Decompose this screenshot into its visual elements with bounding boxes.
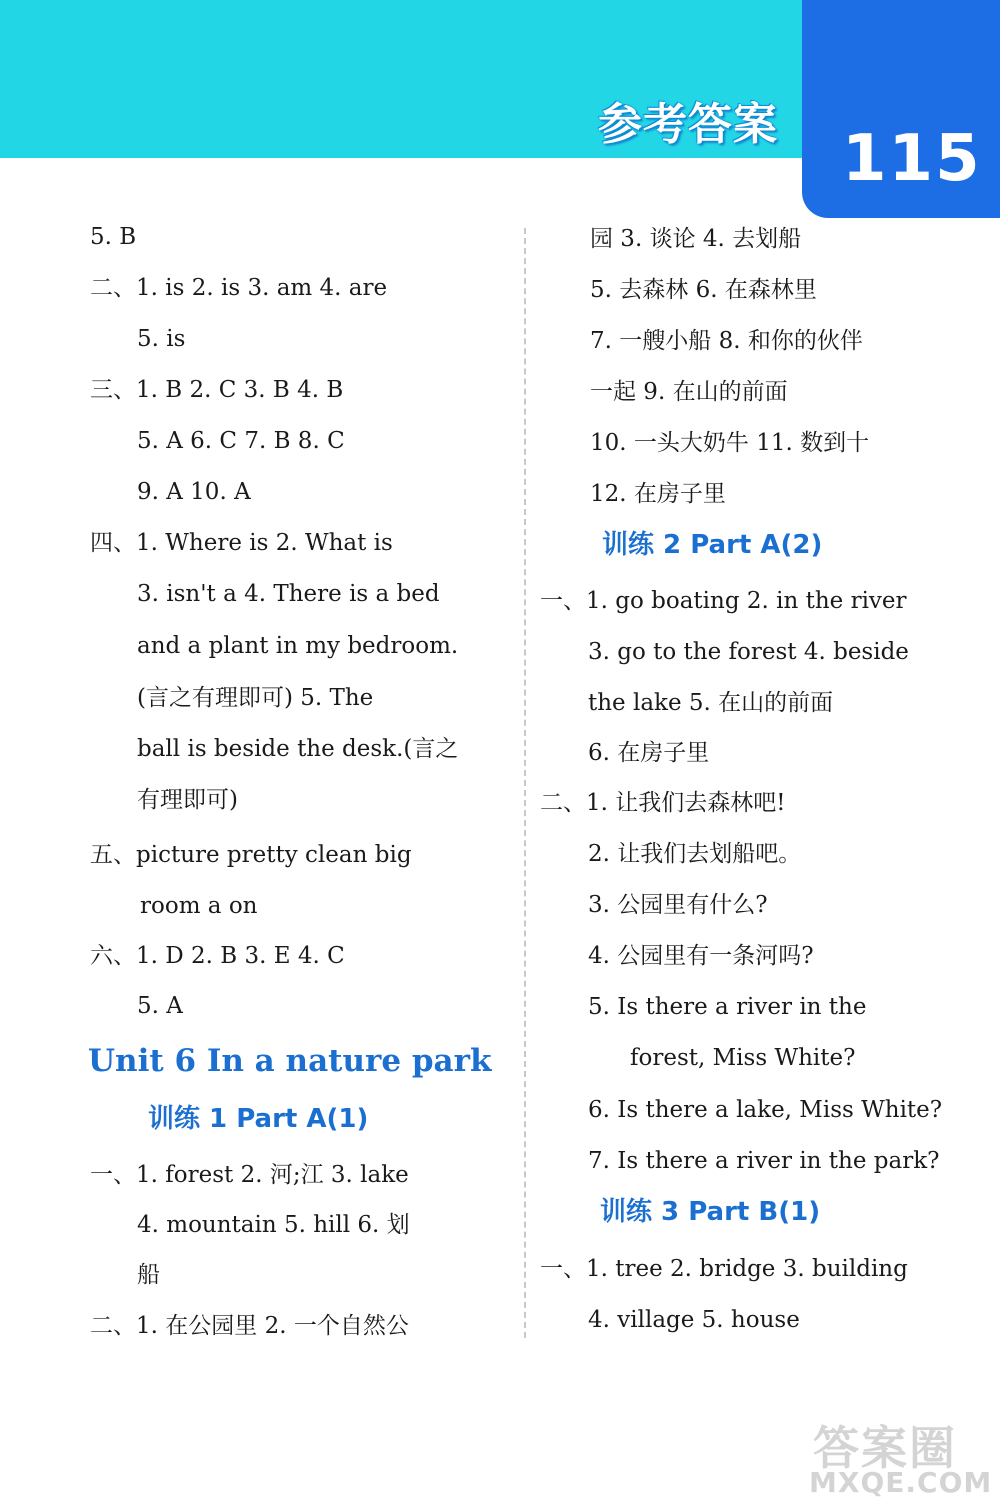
answer-line: 12. 在房子里 [590,481,726,507]
answer-line: the lake 5. 在山的前面 [588,690,834,716]
answer-line: and a plant in my bedroom. [137,633,459,659]
section-heading: 训练 1 Part A(1) [148,1104,369,1134]
answer-line: 四、1. Where is 2. What is [90,530,393,556]
answer-line: 二、1. 在公园里 2. 一个自然公 [90,1313,409,1339]
answer-line: room a on [140,893,258,919]
answer-line: 六、1. D 2. B 3. E 4. C [90,943,345,969]
column-divider [524,228,526,1338]
answer-line: 9. A 10. A [137,479,251,505]
answer-line: 5. B [90,224,137,250]
answer-line: 10. 一头大奶牛 11. 数到十 [590,430,870,456]
answer-line: 二、1. 让我们去森林吧! [540,790,786,816]
answer-line: ball is beside the desk.(言之 [137,736,459,762]
answer-line: 5. Is there a river in the [588,994,867,1020]
answer-line: 3. 公园里有什么? [588,892,768,918]
answer-line: 3. isn't a 4. There is a bed [137,581,440,607]
page-number: 115 [842,122,982,196]
page-title: 参考答案 [598,99,778,150]
answer-line: forest, Miss White? [630,1045,856,1071]
answer-line: 一、1. go boating 2. in the river [540,588,907,614]
answer-line: 6. Is there a lake, Miss White? [588,1097,943,1123]
answer-line: 7. Is there a river in the park? [588,1148,940,1174]
answer-line: 2. 让我们去划船吧。 [588,841,802,867]
unit-heading: Unit 6 In a nature park [88,1043,492,1079]
answer-line: (言之有理即可) 5. The [137,685,374,711]
answer-line: 一、1. tree 2. bridge 3. building [540,1256,908,1282]
answer-line: 三、1. B 2. C 3. B 4. B [90,377,344,403]
answer-line: 7. 一艘小船 8. 和你的伙伴 [590,328,863,354]
answer-line: 4. mountain 5. hill 6. 划 [137,1212,410,1238]
answer-line: 4. village 5. house [588,1307,800,1333]
answer-line: 5. A [137,993,183,1019]
answer-line: 4. 公园里有一条河吗? [588,943,814,969]
answer-line: 一起 9. 在山的前面 [590,379,788,405]
section-heading: 训练 2 Part A(2) [602,530,823,560]
watermark-text: 答案圈 [813,1421,957,1475]
answer-line: 3. go to the forest 4. beside [588,639,909,665]
answer-line: 五、picture pretty clean big [90,842,412,868]
answer-line: 5. A 6. C 7. B 8. C [137,428,345,454]
answer-line: 5. 去森林 6. 在森林里 [590,277,817,303]
answer-line: 有理即可) [137,787,238,813]
answer-line: 5. is [137,326,186,352]
answer-line: 一、1. forest 2. 河;江 3. lake [90,1162,409,1188]
watermark-url: MXQE.COM [809,1466,993,1499]
watermark [803,1412,993,1498]
section-heading: 训练 3 Part B(1) [600,1197,821,1227]
answer-line: 船 [137,1262,160,1288]
answer-line: 园 3. 谈论 4. 去划船 [590,226,802,252]
answer-line: 6. 在房子里 [588,740,710,766]
answer-line: 二、1. is 2. is 3. am 4. are [90,275,388,301]
